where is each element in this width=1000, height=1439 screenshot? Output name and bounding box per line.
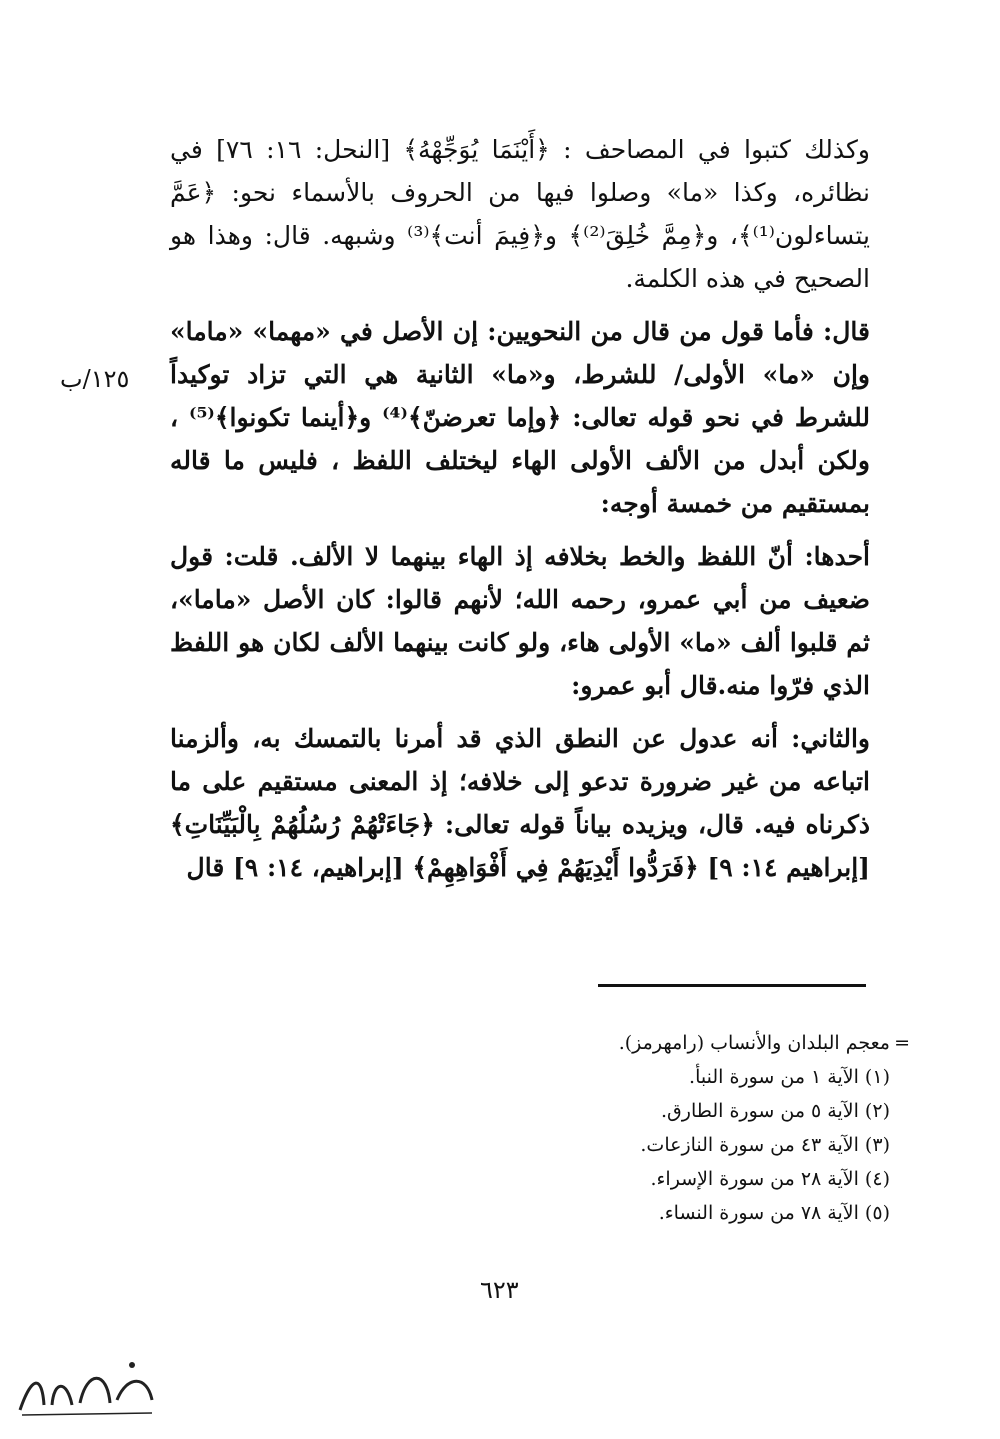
footnote-continuation xyxy=(560,1026,910,1060)
footnote-1: (١) الآية ١ من سورة النبأ. xyxy=(689,1066,890,1088)
page-number: ٦٢٣ xyxy=(480,1276,519,1304)
paragraph-3: أحدها: أنّ اللفظ والخط بخلافه إذ الهاء بينهما لا الألف. قلت: قول ضعيف من أبي عمرو، رحمه الله؛ لأنهم قالوا: كان الأصل «ماما»، ثم قلبوا ألف «ما» الأولى هاء، ولو كانت بينهما الألف لكان هو اللفظ الذي فرّوا منه.قال أبو عمرو: xyxy=(170,542,870,700)
continuation-mark: = xyxy=(894,1032,910,1054)
footnote-separator xyxy=(598,984,866,987)
footnote-3: (٣) الآية ٤٣ من سورة النازعات. xyxy=(640,1134,890,1156)
margin-folio-note: ١٢٥/ب xyxy=(60,365,130,393)
footnote-continuation-text: معجم البلدان والأنساب (رامهرمز). xyxy=(618,1032,890,1054)
footnote-5: (٥) الآية ٧٨ من سورة النساء. xyxy=(658,1202,890,1224)
paragraph-4: والثاني: أنه عدول عن النطق الذي قد أمرنا بالتمسك به، وألزمنا اتباعه من غير ضرورة تدعو إلى خلافه؛ إذ المعنى مستقيم على ما ذكرناه فيه. قال، ويزيده بياناً قوله تعالى: ﴿جَاءَتْهُمْ رُسُلُهُمْ بِالْبَيِّنَاتِ﴾ [إبراهيم ١٤: ٩] ﴿فَرَدُّوا أَيْدِيَهُمْ فِي أَفْوَاهِهِمْ﴾ [إبراهيم، ١٤: ٩] قال xyxy=(170,724,870,882)
library-stamp-logo xyxy=(12,1355,162,1425)
paragraph-2: قال: فأما قول من قال من النحويين: إن الأصل في «مهما» «ماما» وإن «ما» الأولى/ للشرط، و«ما» الثانية هي التي تزاد توكيداً للشرط في نحو قوله تعالى: ﴿وإما تعرضنّ﴾⁽⁴⁾ و﴿أينما تكونوا﴾⁽⁵⁾ ، ولكن أبدل من الألف الأولى الهاء ليختلف اللفظ ، فليس ما قاله بمستقيم من خمسة أوجه: xyxy=(170,317,871,518)
footnote-2: (٢) الآية ٥ من سورة الطارق. xyxy=(661,1100,890,1122)
paragraph-1: وكذلك كتبوا في المصاحف : ﴿أَيْنَمَا يُوَجِّهْهُ﴾ [النحل: ١٦: ٧٦] في نظائره، وكذا «ما» وصلوا فيها من الحروف بالأسماء نحو: ﴿عَمَّ يتساءلون⁽¹⁾﴾، و﴿مِمَّ خُلِقَ⁽²⁾﴾ و﴿فِيمَ أنت﴾⁽³⁾ وشبهه. قال: وهذا هو الصحيح في هذه الكلمة. xyxy=(170,135,870,293)
footnote-4: (٤) الآية ٢٨ من سورة الإسراء. xyxy=(650,1168,890,1190)
footnotes xyxy=(560,1026,910,1230)
main-text xyxy=(170,128,870,899)
